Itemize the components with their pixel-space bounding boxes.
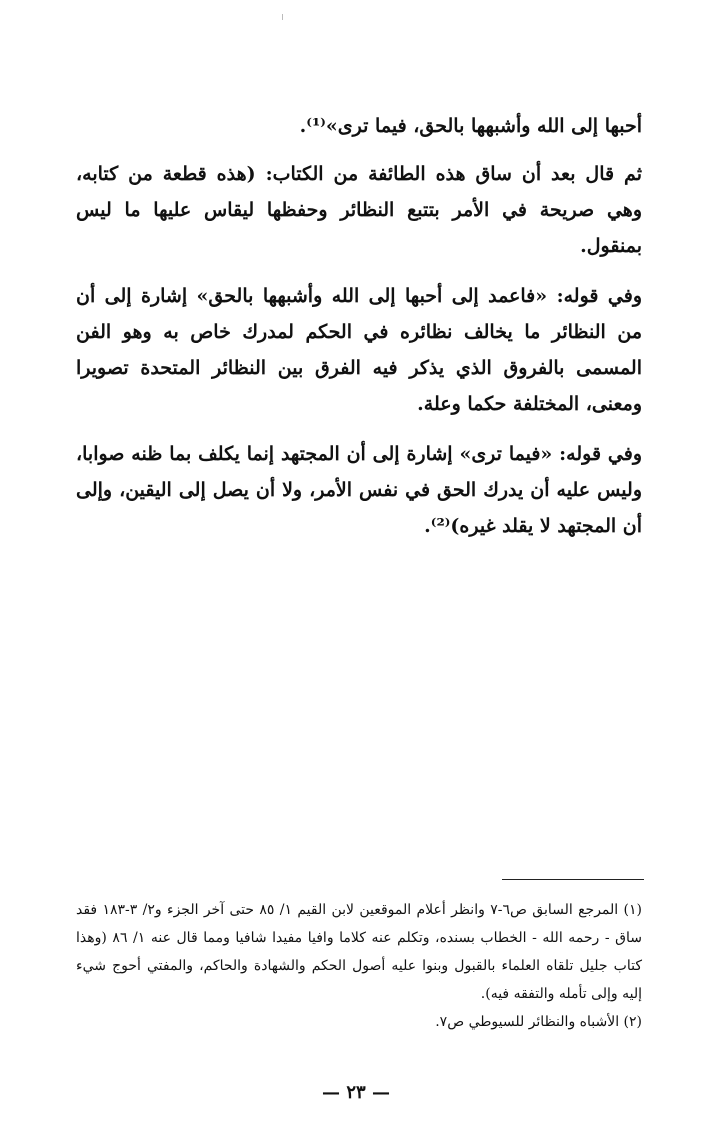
footnote-2: (٢) الأشباه والنظائر للسيوطي ص٧. <box>435 1014 642 1030</box>
page-number: — ٢٣ — <box>322 1082 390 1103</box>
footnotes <box>76 896 642 1036</box>
scan-speck <box>282 14 283 20</box>
paragraph-1: أحبها إلى الله وأشبهها بالحق، فيما ترى»⁽¹⁾. <box>299 115 642 137</box>
main-text <box>76 108 642 558</box>
paragraph-3: وفي قوله: «فاعمد إلى أحبها إلى الله وأشبهها بالحق» إشارة إلى أن من النظائر ما يخالف نظائره في الحكم لمدرك خاص به وهو الفن المسمى بالفروق الذي يذكر فيه الفرق بين النظائر المتحدة تصويرا ومعنى، المختلفة حكما وعلة. <box>76 285 642 415</box>
footnote-1: (١) المرجع السابق ص٦-٧ وانظر أعلام الموقعين لابن القيم ١/ ٨٥ حتى آخر الجزء و٢/ ٣-١٨٣ فقد ساق - رحمه الله - الخطاب بسنده، وتكلم عنه كلاما وافيا مفيدا شافيا ومما قال عنه ١/ ٨٦ (وهذا كتاب جليل تلقاه العلماء بالقبول وبنوا عليه أصول الحكم والشهادة والحاكم، والمفتي أحوج شيء إليه وإلى تأمله والتفقه فيه). <box>76 902 643 1002</box>
paragraph-2: ثم قال بعد أن ساق هذه الطائفة من الكتاب: (هذه قطعة من كتابه، وهي صريحة في الأمر بتتبع النظائر وحفظها ليقاس عليها ما ليس بمنقول. <box>76 163 642 257</box>
paragraph-4: وفي قوله: «فيما ترى» إشارة إلى أن المجتهد إنما يكلف بما ظنه صوابا، وليس عليه أن يدرك الحق في نفس الأمر، ولا أن يصل إلى اليقين، وإلى أن المجتهد لا يقلد غيره)⁽²⁾. <box>76 443 642 537</box>
footnote-separator <box>502 879 644 880</box>
